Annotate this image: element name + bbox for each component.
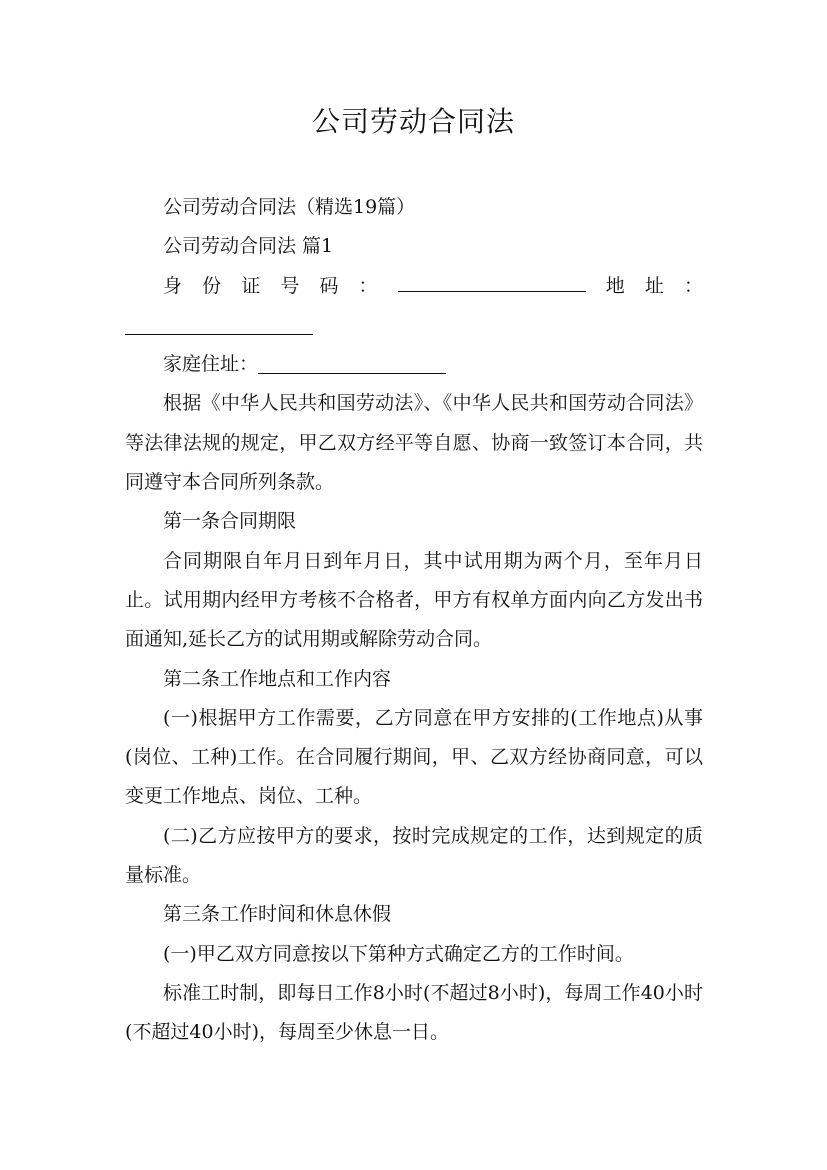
id-number-blank: [398, 269, 586, 292]
id-label-char: 证: [241, 274, 261, 297]
id-label-char: 份: [202, 274, 222, 297]
section-heading: 公司劳动合同法 篇1: [163, 235, 334, 258]
paragraph: (二)乙方应按甲方的要求，按时完成规定的工作，达到规定的质量标准。: [125, 824, 703, 887]
home-address-label: 家庭住址：: [163, 353, 259, 376]
article-heading: 第一条合同期限: [163, 510, 297, 533]
address-label-char: 地: [605, 274, 625, 297]
paragraph: (一)根据甲方工作需要，乙方同意在甲方安排的(工作地点)从事(岗位、工种)工作。在合同履行期间，甲、乙双方经协商同意，可以变更工作地点、岗位、工种。: [125, 706, 703, 808]
paragraph: 标准工时制，即每日工作8小时(不超过8小时)，每周工作40小时(不超过40小时)，每周至少休息一日。: [125, 981, 703, 1044]
id-number-line: [125, 267, 703, 306]
article-heading: 第三条工作时间和休息休假: [163, 903, 392, 926]
home-address-line: [125, 345, 703, 384]
home-address-blank: [258, 351, 446, 374]
id-label-char: 号: [280, 274, 300, 297]
address-blank: [125, 312, 313, 335]
document-title: 公司劳动合同法: [311, 105, 515, 138]
document-subtitle: 公司劳动合同法（精选19篇）: [163, 196, 416, 218]
document-body: [125, 188, 703, 1053]
address-label-char: 址: [644, 274, 664, 297]
paragraph: 合同期限自年月日到年月日，其中试用期为两个月，至年月日止。试用期内经甲方考核不合格者，甲方有权单方面内向乙方发出书面通知,延长乙方的试用期或解除劳动合同。: [125, 549, 703, 651]
id-label-char: 码: [319, 274, 339, 297]
article-heading: 第二条工作地点和工作内容: [163, 667, 392, 690]
address-blank-line: [125, 306, 703, 345]
id-label-char: 身: [163, 274, 183, 297]
paragraph-preamble: 根据《中华人民共和国劳动法》、《中华人民共和国劳动合同法》等法律法规的规定，甲乙双方经平等自愿、协商一致签订本合同，共同遵守本合同所列条款。: [125, 392, 703, 494]
paragraph: (一)甲乙双方同意按以下第种方式确定乙方的工作时间。: [163, 942, 634, 965]
id-label-char: ：: [358, 274, 378, 297]
address-label-char: ：: [683, 274, 703, 297]
